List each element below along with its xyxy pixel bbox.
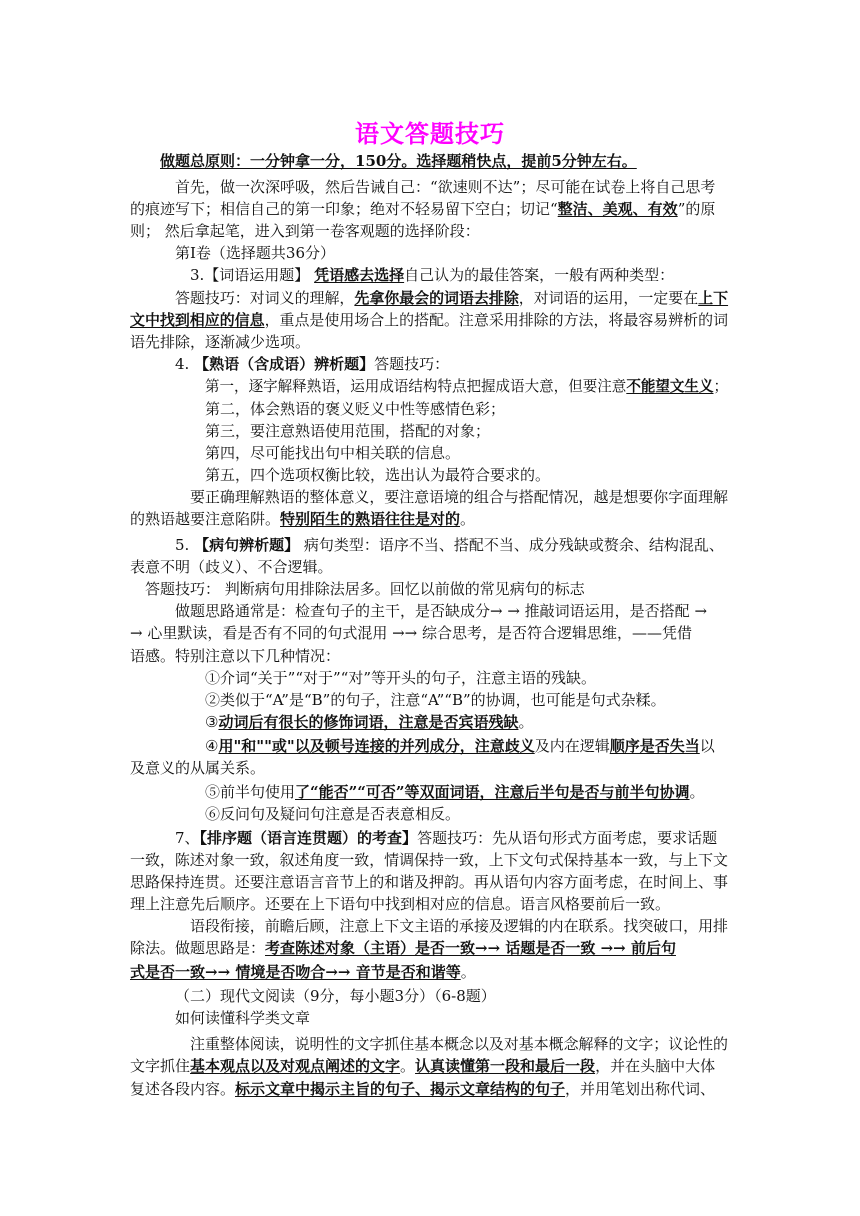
text-segment: 。	[689, 783, 705, 801]
text-segment: ③	[205, 713, 219, 731]
text-segment: ④	[205, 737, 219, 755]
text-line	[130, 893, 670, 915]
text-line	[205, 667, 596, 689]
text-line	[175, 827, 717, 849]
text-segment: ，重点是使用场合上的搭配。注意采用排除的方法，将最容易辨析的词	[264, 311, 729, 329]
text-segment: 用"和""或"以及顿号连接的并列成分，注意歧义	[218, 737, 535, 755]
text-segment: ，对词语的运用，一定要在	[518, 289, 699, 307]
text-line	[205, 735, 715, 757]
text-segment: 的痕迹写下；相信自己的第一印象；绝对不轻易留下空白；切记“	[130, 200, 558, 218]
text-line	[175, 1007, 310, 1029]
text-line	[130, 556, 333, 578]
text-line	[130, 849, 728, 871]
text-segment: 第五，四个选项权衡比较，选出认为最符合要求的。	[205, 466, 551, 484]
text-segment: 基本观点以及对观点阐述的文字	[190, 1057, 401, 1075]
text-segment: 语先排除，逐渐减少选项。	[130, 333, 311, 351]
text-segment: 答题技巧： 判断病句用排除法居多。回忆以前做的常见病句的标志	[145, 580, 585, 598]
text-segment: 语段衔接，前瞻后顾，注意上下文主语的承接及逻辑的内在联系。找突破口，用排	[190, 917, 729, 935]
text-segment: 做题思路通常是：检查句子的主干，是否缺成分→ → 推敲词语运用，是否搭配 →	[175, 602, 708, 620]
text-segment: 首先，做一次深呼吸，然后告诫自己：“欲速则不达”；尽可能在试卷上将自己思考	[175, 178, 716, 196]
text-line	[160, 150, 637, 172]
text-segment: 不能望文生义	[626, 377, 714, 395]
text-line	[190, 1033, 728, 1055]
text-segment: ⑤前半句使用	[205, 783, 296, 801]
text-segment: 以	[699, 737, 715, 755]
text-segment: 及内在逻辑	[534, 737, 610, 755]
text-line	[130, 1078, 715, 1100]
text-segment: 复述各段内容。	[130, 1080, 236, 1098]
text-segment: 除法。做题思路是：	[130, 939, 266, 957]
text-line	[130, 937, 676, 959]
text-segment: 了“能否”“可否”等双面词语，注意后半句是否与前半句协调	[295, 783, 690, 801]
text-line	[205, 442, 460, 464]
text-segment: ，并用笔划出称代词、	[565, 1080, 716, 1098]
text-segment: 特别陌生的熟语往往是对的	[280, 510, 461, 528]
text-segment: 3.【词语运用题】	[190, 266, 315, 284]
text-line	[205, 803, 460, 825]
text-segment: 凭语感去选择	[314, 266, 405, 284]
text-segment: 自己认为的最佳答案，一般有两种类型：	[404, 266, 675, 284]
text-segment: 先拿你最会的词语去排除	[354, 289, 519, 307]
text-segment: 病句类型：语序不当、搭配不当、成分残缺或赘余、结构混乱、	[299, 536, 724, 554]
text-line	[130, 198, 715, 220]
text-line	[130, 645, 340, 667]
text-line	[175, 600, 707, 622]
text-line	[190, 915, 728, 937]
text-segment: 式是否一致→→ 情境是否吻合→→ 音节是否和谐等	[130, 963, 461, 981]
text-line	[205, 781, 705, 803]
text-segment: ⑥反问句及疑问句注意是否表意相反。	[205, 805, 461, 823]
text-line	[175, 985, 496, 1007]
text-segment: → 心里默读，看是否有不同的句式混用 →→ 综合思考，是否符合逻辑思维，——凭借	[130, 624, 693, 642]
text-line	[130, 622, 692, 644]
text-segment: ②类似于“A”是“B”的句子，注意“A”“B”的协调，也可能是句式杂糅。	[205, 691, 666, 709]
text-segment: 及意义的从属关系。	[130, 759, 266, 777]
text-segment: 表意不明（歧义）、不合逻辑。	[130, 558, 333, 576]
text-line	[205, 398, 505, 420]
text-segment: 。	[460, 963, 476, 981]
text-segment: 。	[400, 1057, 416, 1075]
text-segment: 理上注意先后顺序。还要在上下语句中找到相对应的信息。语言风格要前后一致。	[130, 895, 671, 913]
text-segment: 考查陈述对象（主语）是否一致→→ 话题是否一致 →→ 前后句	[265, 939, 676, 957]
text-segment: 【病句辨析题】	[194, 536, 300, 554]
text-segment: 做题总原则：一分钟拿一分，150分。选择题稍快点，提前5分钟左右。	[160, 152, 637, 170]
text-segment: 7、	[175, 829, 200, 847]
text-segment: 的熟语越要注意陷阱。	[130, 510, 281, 528]
text-line	[175, 242, 335, 264]
text-segment: 答题技巧：对词义的理解，	[175, 289, 355, 307]
text-line	[205, 689, 666, 711]
text-segment: 5.	[175, 536, 195, 554]
text-line	[130, 331, 310, 353]
text-line	[130, 508, 475, 530]
text-segment: 语感。特别注意以下几种情况：	[130, 647, 341, 665]
text-line	[130, 309, 728, 331]
text-segment: 一致，陈述对象一致，叙述角度一致，情调保持一致，上下文句式保持基本一致，与上下文	[130, 851, 729, 869]
text-segment: 【熟语（含成语）辨析题】	[194, 355, 375, 373]
text-segment: 4.	[175, 355, 195, 373]
text-segment: 答题技巧：	[374, 355, 450, 373]
text-segment: 要正确理解熟语的整体意义，要注意语境的组合与搭配情况，越是想要你字面理解	[190, 488, 729, 506]
text-line	[130, 757, 265, 779]
text-segment: 【排序题（语言连贯题）的考查】	[199, 829, 418, 847]
text-segment: 思路保持连贯。还要注意语言音节上的和谐及押韵。再从语句内容方面考虑，在时间上、事	[130, 873, 729, 891]
text-segment: 答题技巧：先从语句形式方面考虑，要求话题	[417, 829, 718, 847]
text-line	[175, 534, 724, 556]
text-segment: 认真读懂第一段和最后一段	[415, 1057, 596, 1075]
text-segment: 第三，要注意熟语使用范围，搭配的对象；	[205, 422, 491, 440]
text-segment: 标示文章中揭示主旨的句子、揭示文章结构的句子	[235, 1080, 566, 1098]
text-segment: ；	[713, 377, 729, 395]
text-line	[130, 1055, 715, 1077]
text-segment: 动词后有很长的修饰词语，注意是否宾语残缺	[218, 713, 519, 731]
text-segment: （二）现代文阅读（9分，每小题3分）（6-8题）	[175, 987, 496, 1005]
text-segment: 上下	[698, 289, 729, 307]
text-line	[205, 375, 728, 397]
text-segment: 顺序是否失当	[609, 737, 700, 755]
text-line	[175, 176, 715, 198]
text-segment: ，并在头脑中大体	[595, 1057, 716, 1075]
text-line	[190, 486, 728, 508]
text-line	[175, 353, 449, 375]
text-segment: 。	[460, 510, 476, 528]
text-segment: 第四，尽可能找出句中相关联的信息。	[205, 444, 461, 462]
text-line	[130, 961, 476, 983]
text-line	[205, 420, 490, 442]
text-segment: 第一，逐字解释熟语，运用成语结构特点把握成语大意，但要注意	[205, 377, 627, 395]
text-line	[130, 871, 728, 893]
text-line	[130, 220, 480, 242]
document-title: 语文答题技巧	[355, 119, 505, 148]
text-segment: 整洁、美观、有效	[557, 200, 678, 218]
text-line	[190, 264, 674, 286]
text-segment: 则； 然后拿起笔，进入到第一卷客观题的选择阶段：	[130, 222, 480, 240]
text-segment: 文中找到相应的信息	[130, 311, 265, 329]
text-segment: 第Ⅰ卷（选择题共36分）	[175, 244, 336, 262]
text-segment: 第二，体会熟语的褒义贬义中性等感情色彩；	[205, 400, 506, 418]
text-line	[145, 578, 585, 600]
text-line	[205, 464, 550, 486]
text-line	[205, 711, 533, 733]
text-segment: ”的原	[677, 200, 716, 218]
text-segment: 如何读懂科学类文章	[175, 1009, 311, 1027]
text-segment: ①介词“关于”“对于”“对”等开头的句子，注意主语的残缺。	[205, 669, 597, 687]
text-segment: 文字抓住	[130, 1057, 191, 1075]
text-segment: 。	[518, 713, 534, 731]
text-line	[175, 287, 728, 309]
text-segment: 注重整体阅读，说明性的文字抓住基本概念以及对基本概念解释的文字；议论性的	[190, 1035, 729, 1053]
